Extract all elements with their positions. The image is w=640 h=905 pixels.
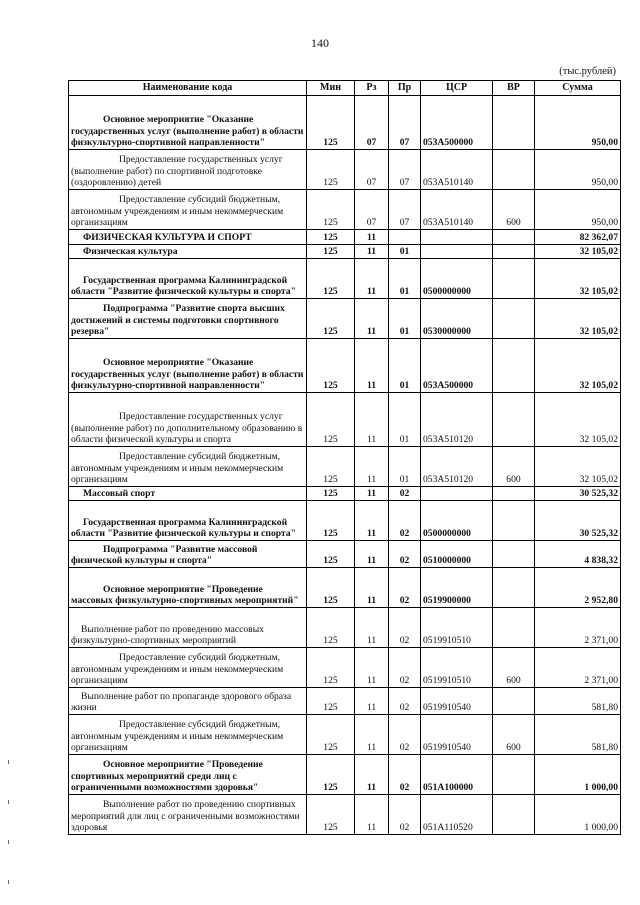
cell-csr: 0519900000 bbox=[421, 568, 493, 608]
cell-csr: 0510000000 bbox=[421, 541, 493, 568]
cell-sum: 32 105,02 bbox=[535, 245, 621, 259]
cell-csr: 053А510140 bbox=[421, 150, 493, 190]
cell-name: Выполнение работ по пропаганде здорового образа жизни bbox=[69, 688, 307, 715]
cell-name: Физическая культура bbox=[69, 245, 307, 259]
cell-name: Предоставление субсидий бюджетным, автономным учреждениям и иным некоммерческим организациям bbox=[69, 715, 307, 755]
table-row bbox=[69, 688, 621, 715]
scan-edge-mark bbox=[8, 760, 9, 764]
header-sum: Сумма bbox=[535, 81, 621, 96]
cell-pr: 02 bbox=[389, 608, 421, 648]
cell-pr: 01 bbox=[389, 259, 421, 299]
cell-vr bbox=[493, 259, 535, 299]
cell-name: Предоставление государственных услуг (выполнение работ) по дополнительному образованию в области физической культуры и спорта bbox=[69, 393, 307, 447]
cell-sum: 30 525,32 bbox=[535, 501, 621, 541]
cell-rz: 11 bbox=[355, 648, 389, 688]
cell-min: 125 bbox=[307, 648, 355, 688]
cell-rz: 11 bbox=[355, 755, 389, 795]
page-number: 140 bbox=[311, 36, 329, 50]
cell-sum: 2 952,80 bbox=[535, 568, 621, 608]
cell-min: 125 bbox=[307, 501, 355, 541]
table-row bbox=[69, 501, 621, 541]
header-vr: ВР bbox=[493, 81, 535, 96]
cell-sum: 581,80 bbox=[535, 715, 621, 755]
cell-pr: 02 bbox=[389, 487, 421, 501]
cell-pr: 07 bbox=[389, 190, 421, 230]
cell-pr bbox=[389, 230, 421, 245]
cell-csr: 0519910510 bbox=[421, 608, 493, 648]
cell-min: 125 bbox=[307, 393, 355, 447]
cell-min: 125 bbox=[307, 245, 355, 259]
cell-vr bbox=[493, 393, 535, 447]
cell-rz: 11 bbox=[355, 688, 389, 715]
cell-name: Подпрограмма "Развитие спорта высших достижений и системы подготовки спортивного резерва" bbox=[69, 299, 307, 339]
cell-csr: 0530000000 bbox=[421, 299, 493, 339]
budget-table bbox=[68, 80, 621, 835]
table-row bbox=[69, 393, 621, 447]
cell-rz: 11 bbox=[355, 501, 389, 541]
cell-csr: 0519910510 bbox=[421, 648, 493, 688]
cell-name: Основное мероприятие "Оказание государственных услуг (выполнение работ) в области физкультурно-спортивной направленности" bbox=[69, 96, 307, 150]
cell-vr bbox=[493, 501, 535, 541]
cell-vr: 600 bbox=[493, 715, 535, 755]
cell-sum: 30 525,32 bbox=[535, 487, 621, 501]
cell-sum: 32 105,02 bbox=[535, 393, 621, 447]
table-row bbox=[69, 541, 621, 568]
cell-name: Предоставление государственных услуг (выполнение работ) по спортивной подготовке (оздоровлению) детей bbox=[69, 150, 307, 190]
cell-sum: 2 371,00 bbox=[535, 608, 621, 648]
cell-csr: 053А510140 bbox=[421, 190, 493, 230]
cell-min: 125 bbox=[307, 541, 355, 568]
cell-rz: 11 bbox=[355, 299, 389, 339]
cell-vr bbox=[493, 755, 535, 795]
table-row bbox=[69, 608, 621, 648]
header-name: Наименование кода bbox=[69, 81, 307, 96]
cell-rz: 11 bbox=[355, 447, 389, 487]
cell-min: 125 bbox=[307, 339, 355, 393]
cell-name: Государственная программа Калининградской области "Развитие физической культуры и спорта" bbox=[69, 501, 307, 541]
table-row bbox=[69, 190, 621, 230]
header-min: Мин bbox=[307, 81, 355, 96]
cell-name: Предоставление субсидий бюджетным, автономным учреждениям и иным некоммерческим организациям bbox=[69, 447, 307, 487]
cell-sum: 32 105,02 bbox=[535, 339, 621, 393]
cell-vr: 600 bbox=[493, 190, 535, 230]
cell-vr bbox=[493, 245, 535, 259]
cell-min: 125 bbox=[307, 447, 355, 487]
cell-sum: 950,00 bbox=[535, 190, 621, 230]
cell-csr: 053А500000 bbox=[421, 96, 493, 150]
cell-vr bbox=[493, 568, 535, 608]
cell-sum: 581,80 bbox=[535, 688, 621, 715]
cell-name: Государственная программа Калининградской области "Развитие физической культуры и спорта" bbox=[69, 259, 307, 299]
cell-pr: 01 bbox=[389, 299, 421, 339]
scan-edge-mark bbox=[8, 840, 9, 844]
cell-rz: 11 bbox=[355, 541, 389, 568]
cell-sum: 950,00 bbox=[535, 96, 621, 150]
cell-min: 125 bbox=[307, 150, 355, 190]
scan-edge-mark bbox=[8, 800, 9, 804]
cell-name: Основное мероприятие "Оказание государственных услуг (выполнение работ) в области физкультурно-спортивной направленности" bbox=[69, 339, 307, 393]
cell-sum: 1 000,00 bbox=[535, 755, 621, 795]
cell-csr: 0519910540 bbox=[421, 715, 493, 755]
cell-pr: 02 bbox=[389, 568, 421, 608]
header-rz: Рз bbox=[355, 81, 389, 96]
cell-pr: 01 bbox=[389, 393, 421, 447]
cell-vr bbox=[493, 487, 535, 501]
cell-vr: 600 bbox=[493, 648, 535, 688]
table-row bbox=[69, 715, 621, 755]
cell-pr: 02 bbox=[389, 541, 421, 568]
cell-csr: 053А510120 bbox=[421, 393, 493, 447]
cell-rz: 07 bbox=[355, 96, 389, 150]
cell-sum: 1 000,00 bbox=[535, 795, 621, 835]
cell-name: Подпрограмма "Развитие массовой физической культуры и спорта" bbox=[69, 541, 307, 568]
units-label: (тыс.рублей) bbox=[559, 66, 616, 77]
table-row bbox=[69, 795, 621, 835]
cell-rz: 11 bbox=[355, 259, 389, 299]
cell-pr: 01 bbox=[389, 447, 421, 487]
cell-csr: 0519910540 bbox=[421, 688, 493, 715]
cell-min: 125 bbox=[307, 608, 355, 648]
table-row bbox=[69, 648, 621, 688]
cell-sum: 82 362,07 bbox=[535, 230, 621, 245]
cell-rz: 11 bbox=[355, 393, 389, 447]
cell-sum: 32 105,02 bbox=[535, 259, 621, 299]
cell-min: 125 bbox=[307, 688, 355, 715]
table-row bbox=[69, 339, 621, 393]
cell-vr bbox=[493, 299, 535, 339]
cell-rz: 11 bbox=[355, 230, 389, 245]
cell-csr: 053А500000 bbox=[421, 339, 493, 393]
cell-min: 125 bbox=[307, 230, 355, 245]
cell-name: Основное мероприятие "Проведение спортивных мероприятий среди лиц с ограниченными возможностями здоровья" bbox=[69, 755, 307, 795]
cell-rz: 11 bbox=[355, 568, 389, 608]
cell-rz: 07 bbox=[355, 190, 389, 230]
cell-vr bbox=[493, 150, 535, 190]
cell-sum: 950,00 bbox=[535, 150, 621, 190]
cell-name: Выполнение работ по проведению спортивных мероприятий для лиц с ограниченными возможностями здоровья bbox=[69, 795, 307, 835]
header-pr: Пр bbox=[389, 81, 421, 96]
table-header-row bbox=[69, 81, 621, 96]
cell-rz: 07 bbox=[355, 150, 389, 190]
table-row bbox=[69, 245, 621, 259]
table-row bbox=[69, 259, 621, 299]
cell-pr: 07 bbox=[389, 150, 421, 190]
scan-edge-mark bbox=[8, 880, 9, 884]
cell-pr: 02 bbox=[389, 755, 421, 795]
cell-vr bbox=[493, 339, 535, 393]
cell-csr bbox=[421, 487, 493, 501]
table-row bbox=[69, 447, 621, 487]
cell-pr: 02 bbox=[389, 648, 421, 688]
cell-csr: 0500000000 bbox=[421, 501, 493, 541]
cell-min: 125 bbox=[307, 299, 355, 339]
cell-min: 125 bbox=[307, 487, 355, 501]
cell-pr: 02 bbox=[389, 501, 421, 541]
table-row bbox=[69, 96, 621, 150]
cell-rz: 11 bbox=[355, 245, 389, 259]
cell-sum: 32 105,02 bbox=[535, 447, 621, 487]
cell-vr bbox=[493, 795, 535, 835]
cell-vr bbox=[493, 688, 535, 715]
cell-pr: 02 bbox=[389, 795, 421, 835]
cell-min: 125 bbox=[307, 96, 355, 150]
cell-rz: 11 bbox=[355, 608, 389, 648]
cell-rz: 11 bbox=[355, 339, 389, 393]
cell-csr: 053А510120 bbox=[421, 447, 493, 487]
cell-min: 125 bbox=[307, 259, 355, 299]
cell-pr: 01 bbox=[389, 245, 421, 259]
cell-rz: 11 bbox=[355, 487, 389, 501]
cell-vr bbox=[493, 230, 535, 245]
cell-sum: 32 105,02 bbox=[535, 299, 621, 339]
cell-vr bbox=[493, 608, 535, 648]
cell-vr: 600 bbox=[493, 447, 535, 487]
cell-rz: 11 bbox=[355, 795, 389, 835]
table-row bbox=[69, 299, 621, 339]
cell-min: 125 bbox=[307, 715, 355, 755]
cell-name: Предоставление субсидий бюджетным, автономным учреждениям и иным некоммерческим организациям bbox=[69, 648, 307, 688]
cell-name: Основное мероприятие "Проведение массовых физкультурно-спортивных мероприятий" bbox=[69, 568, 307, 608]
table-row bbox=[69, 150, 621, 190]
header-csr: ЦСР bbox=[421, 81, 493, 96]
cell-pr: 01 bbox=[389, 339, 421, 393]
cell-csr bbox=[421, 230, 493, 245]
cell-min: 125 bbox=[307, 190, 355, 230]
table-row bbox=[69, 755, 621, 795]
cell-name: ФИЗИЧЕСКАЯ КУЛЬТУРА И СПОРТ bbox=[69, 230, 307, 245]
table-row bbox=[69, 487, 621, 501]
table-row bbox=[69, 568, 621, 608]
cell-sum: 2 371,00 bbox=[535, 648, 621, 688]
cell-min: 125 bbox=[307, 795, 355, 835]
cell-vr bbox=[493, 541, 535, 568]
cell-name: Массовый спорт bbox=[69, 487, 307, 501]
table-row bbox=[69, 230, 621, 245]
cell-min: 125 bbox=[307, 568, 355, 608]
cell-rz: 11 bbox=[355, 715, 389, 755]
cell-csr: 051А110520 bbox=[421, 795, 493, 835]
cell-pr: 07 bbox=[389, 96, 421, 150]
cell-sum: 4 838,32 bbox=[535, 541, 621, 568]
cell-vr bbox=[493, 96, 535, 150]
cell-pr: 02 bbox=[389, 715, 421, 755]
cell-pr: 02 bbox=[389, 688, 421, 715]
cell-csr bbox=[421, 245, 493, 259]
cell-min: 125 bbox=[307, 755, 355, 795]
cell-name: Предоставление субсидий бюджетным, автономным учреждениям и иным некоммерческим организациям bbox=[69, 190, 307, 230]
cell-csr: 051А100000 bbox=[421, 755, 493, 795]
cell-csr: 0500000000 bbox=[421, 259, 493, 299]
cell-name: Выполнение работ по проведению массовых физкультурно-спортивных мероприятий bbox=[69, 608, 307, 648]
